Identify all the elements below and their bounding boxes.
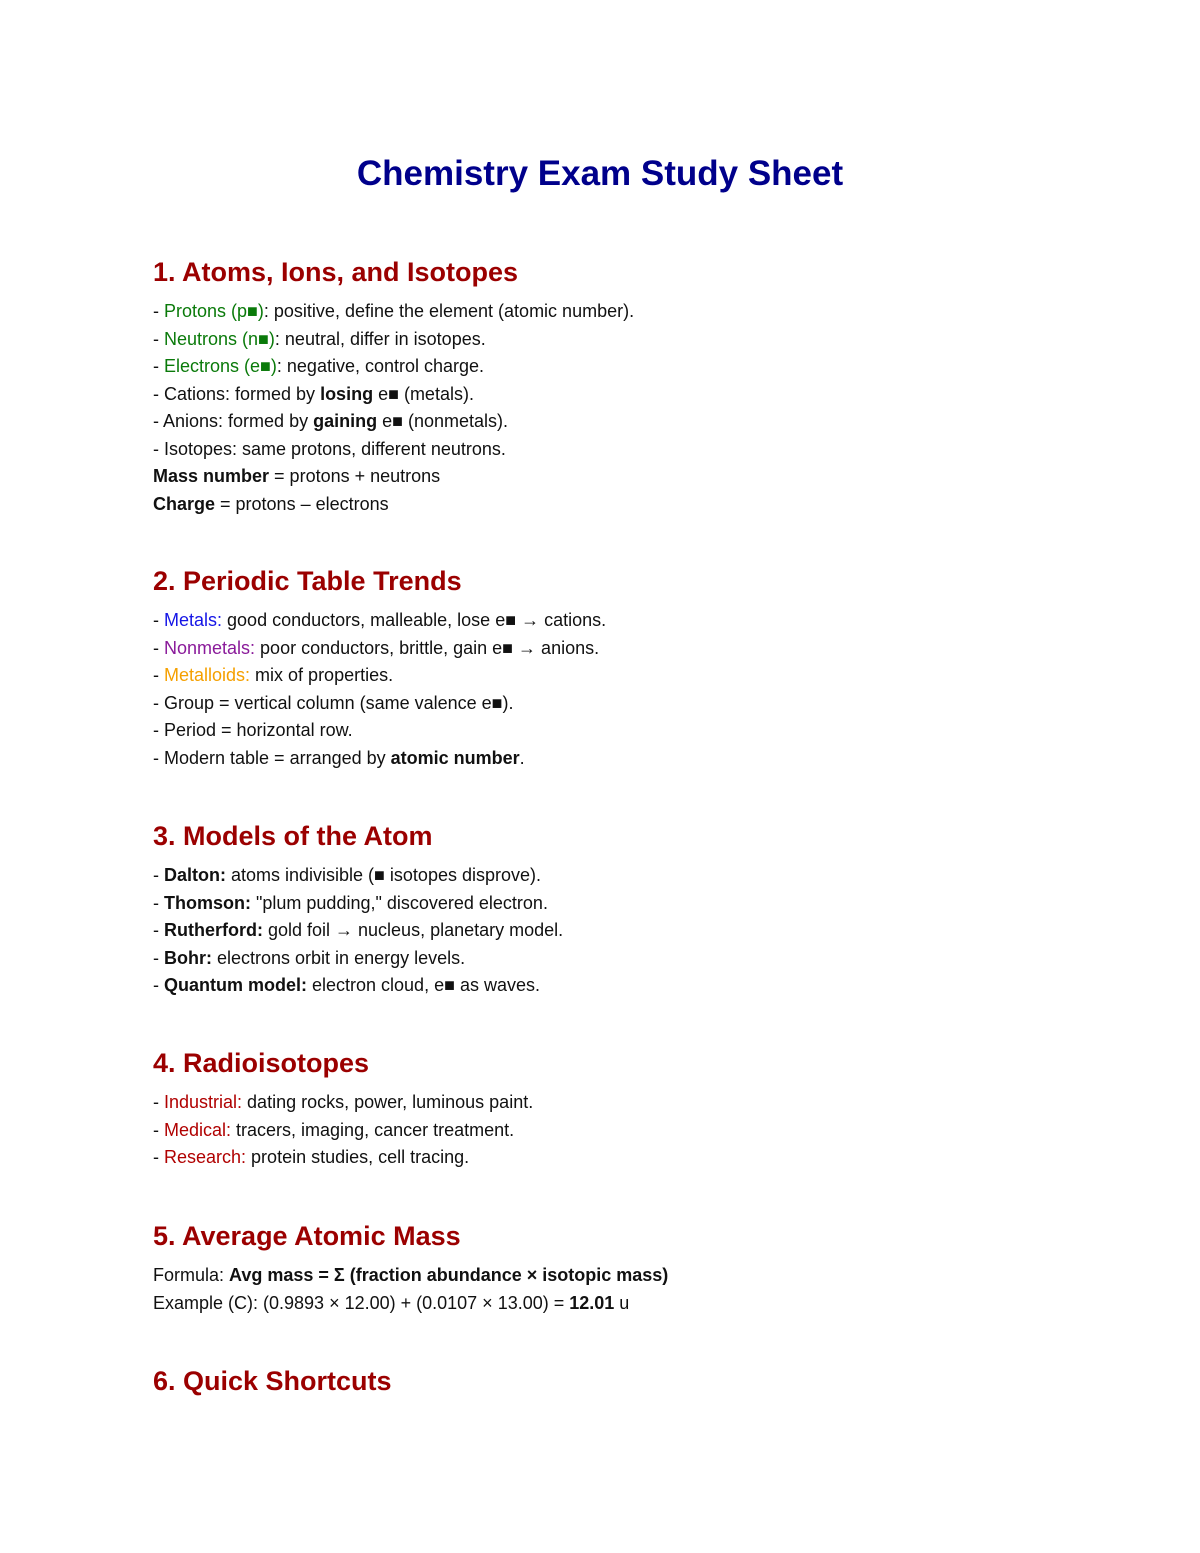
text-line	[153, 917, 1053, 945]
text-segment: - Group = vertical column (same valence e■).	[153, 692, 514, 713]
text-segment: -	[153, 975, 164, 995]
text-segment: electron cloud, e■ as waves.	[307, 975, 540, 995]
emphasis-text: Research:	[164, 1147, 247, 1167]
text-segment: -	[153, 892, 164, 913]
text-line	[153, 972, 1053, 1000]
text-segment: Example (C): (0.9893 × 12.00) + (0.0107 × 13.00) =	[153, 1292, 570, 1313]
text-segment: -	[153, 356, 164, 376]
section-heading: 1. Atoms, Ions, and Isotopes	[153, 257, 519, 287]
emphasis-text: Metalloids:	[164, 665, 251, 685]
section-5	[153, 1220, 1053, 1317]
section-3	[153, 820, 1053, 1000]
text-segment: -	[153, 920, 164, 940]
emphasis-text: atomic number	[390, 747, 520, 768]
section-heading: 5. Average Atomic Mass	[153, 1221, 461, 1251]
emphasis-text: Industrial:	[164, 1092, 243, 1112]
section-heading: 3. Models of the Atom	[153, 821, 433, 851]
emphasis-text: Rutherford:	[164, 920, 263, 940]
text-line	[153, 945, 1053, 973]
text-line	[153, 862, 1053, 890]
text-segment: - Anions: formed by	[153, 411, 314, 431]
page-title: Chemistry Exam Study Sheet	[356, 154, 844, 193]
emphasis-text: Avg mass = Σ (fraction abundance × isotopic mass)	[229, 1265, 669, 1285]
emphasis-text: 12.01	[569, 1292, 615, 1313]
text-segment: -	[153, 637, 164, 658]
text-line	[153, 662, 1053, 690]
text-line	[153, 436, 1053, 464]
text-segment: protein studies, cell tracing.	[246, 1147, 470, 1167]
text-line	[153, 635, 1053, 663]
text-segment: -	[153, 947, 164, 968]
section-2	[153, 565, 1053, 772]
text-line	[153, 1290, 1053, 1318]
section-1	[153, 256, 1053, 518]
text-segment: -	[153, 1119, 164, 1140]
text-segment: - Modern table = arranged by	[153, 747, 391, 768]
text-line	[153, 1144, 1053, 1172]
text-segment: -	[153, 665, 164, 685]
section-6	[153, 1365, 1053, 1407]
text-line	[153, 353, 1053, 381]
text-segment: e■ (nonmetals).	[377, 411, 508, 431]
text-segment: - Period = horizontal row.	[153, 720, 353, 740]
text-line	[153, 326, 1053, 354]
emphasis-text: Metals:	[164, 610, 223, 630]
emphasis-text: Neutrons (n■)	[164, 328, 275, 349]
text-segment: .	[519, 747, 525, 768]
emphasis-text: losing	[320, 383, 374, 404]
emphasis-text: Dalton:	[164, 865, 226, 885]
text-segment: dating rocks, power, luminous paint.	[242, 1092, 534, 1112]
emphasis-text: Medical:	[164, 1119, 232, 1140]
text-line	[153, 717, 1053, 745]
text-segment: : positive, define the element (atomic number).	[263, 301, 635, 321]
emphasis-text: Nonmetals:	[164, 637, 256, 658]
text-line	[153, 745, 1053, 773]
text-segment: : neutral, differ in isotopes.	[274, 328, 486, 349]
emphasis-text: Mass number	[153, 466, 270, 486]
text-line	[153, 408, 1053, 436]
text-line	[153, 491, 1053, 519]
text-segment: u	[614, 1292, 630, 1313]
text-segment: = protons – electrons	[215, 493, 389, 514]
text-line	[153, 463, 1053, 491]
emphasis-text: Electrons (e■)	[164, 356, 277, 376]
text-segment: "plum pudding," discovered electron.	[251, 892, 548, 913]
text-segment: mix of properties.	[250, 665, 394, 685]
text-line	[153, 690, 1053, 718]
section-heading: 2. Periodic Table Trends	[153, 566, 462, 596]
text-segment: -	[153, 610, 164, 630]
emphasis-text: Quantum model:	[164, 975, 307, 995]
section-heading: 4. Radioisotopes	[153, 1048, 370, 1078]
text-segment: electrons orbit in energy levels.	[212, 947, 466, 968]
section-4	[153, 1047, 1053, 1172]
text-segment: : negative, control charge.	[276, 356, 485, 376]
text-line	[153, 1262, 1053, 1290]
text-segment: Formula:	[153, 1265, 230, 1285]
text-segment: -	[153, 1147, 164, 1167]
text-segment: - Cations: formed by	[153, 383, 321, 404]
text-segment: good conductors, malleable, lose e■ → cations.	[222, 610, 607, 630]
text-segment: -	[153, 865, 164, 885]
emphasis-text: gaining	[313, 411, 378, 431]
text-line	[153, 1117, 1053, 1145]
text-line	[153, 298, 1053, 326]
emphasis-text: Thomson:	[164, 892, 251, 913]
section-heading: 6. Quick Shortcuts	[153, 1366, 392, 1396]
text-line	[153, 607, 1053, 635]
text-segment: poor conductors, brittle, gain e■ → anions.	[255, 637, 600, 658]
text-line	[153, 1089, 1053, 1117]
text-segment: gold foil → nucleus, planetary model.	[262, 920, 564, 940]
text-segment: tracers, imaging, cancer treatment.	[231, 1119, 515, 1140]
text-segment: -	[153, 301, 164, 321]
text-segment: = protons + neutrons	[269, 466, 441, 486]
emphasis-text: Protons (p■)	[164, 301, 264, 321]
text-segment: -	[153, 1092, 164, 1112]
emphasis-text: Charge	[153, 493, 216, 514]
emphasis-text: Bohr:	[164, 947, 212, 968]
text-segment: - Isotopes: same protons, different neutrons.	[153, 438, 506, 459]
text-segment: atoms indivisible (■ isotopes disprove).	[226, 865, 541, 885]
text-line	[153, 381, 1053, 409]
text-segment: e■ (metals).	[373, 383, 474, 404]
text-line	[153, 890, 1053, 918]
text-segment: -	[153, 328, 164, 349]
